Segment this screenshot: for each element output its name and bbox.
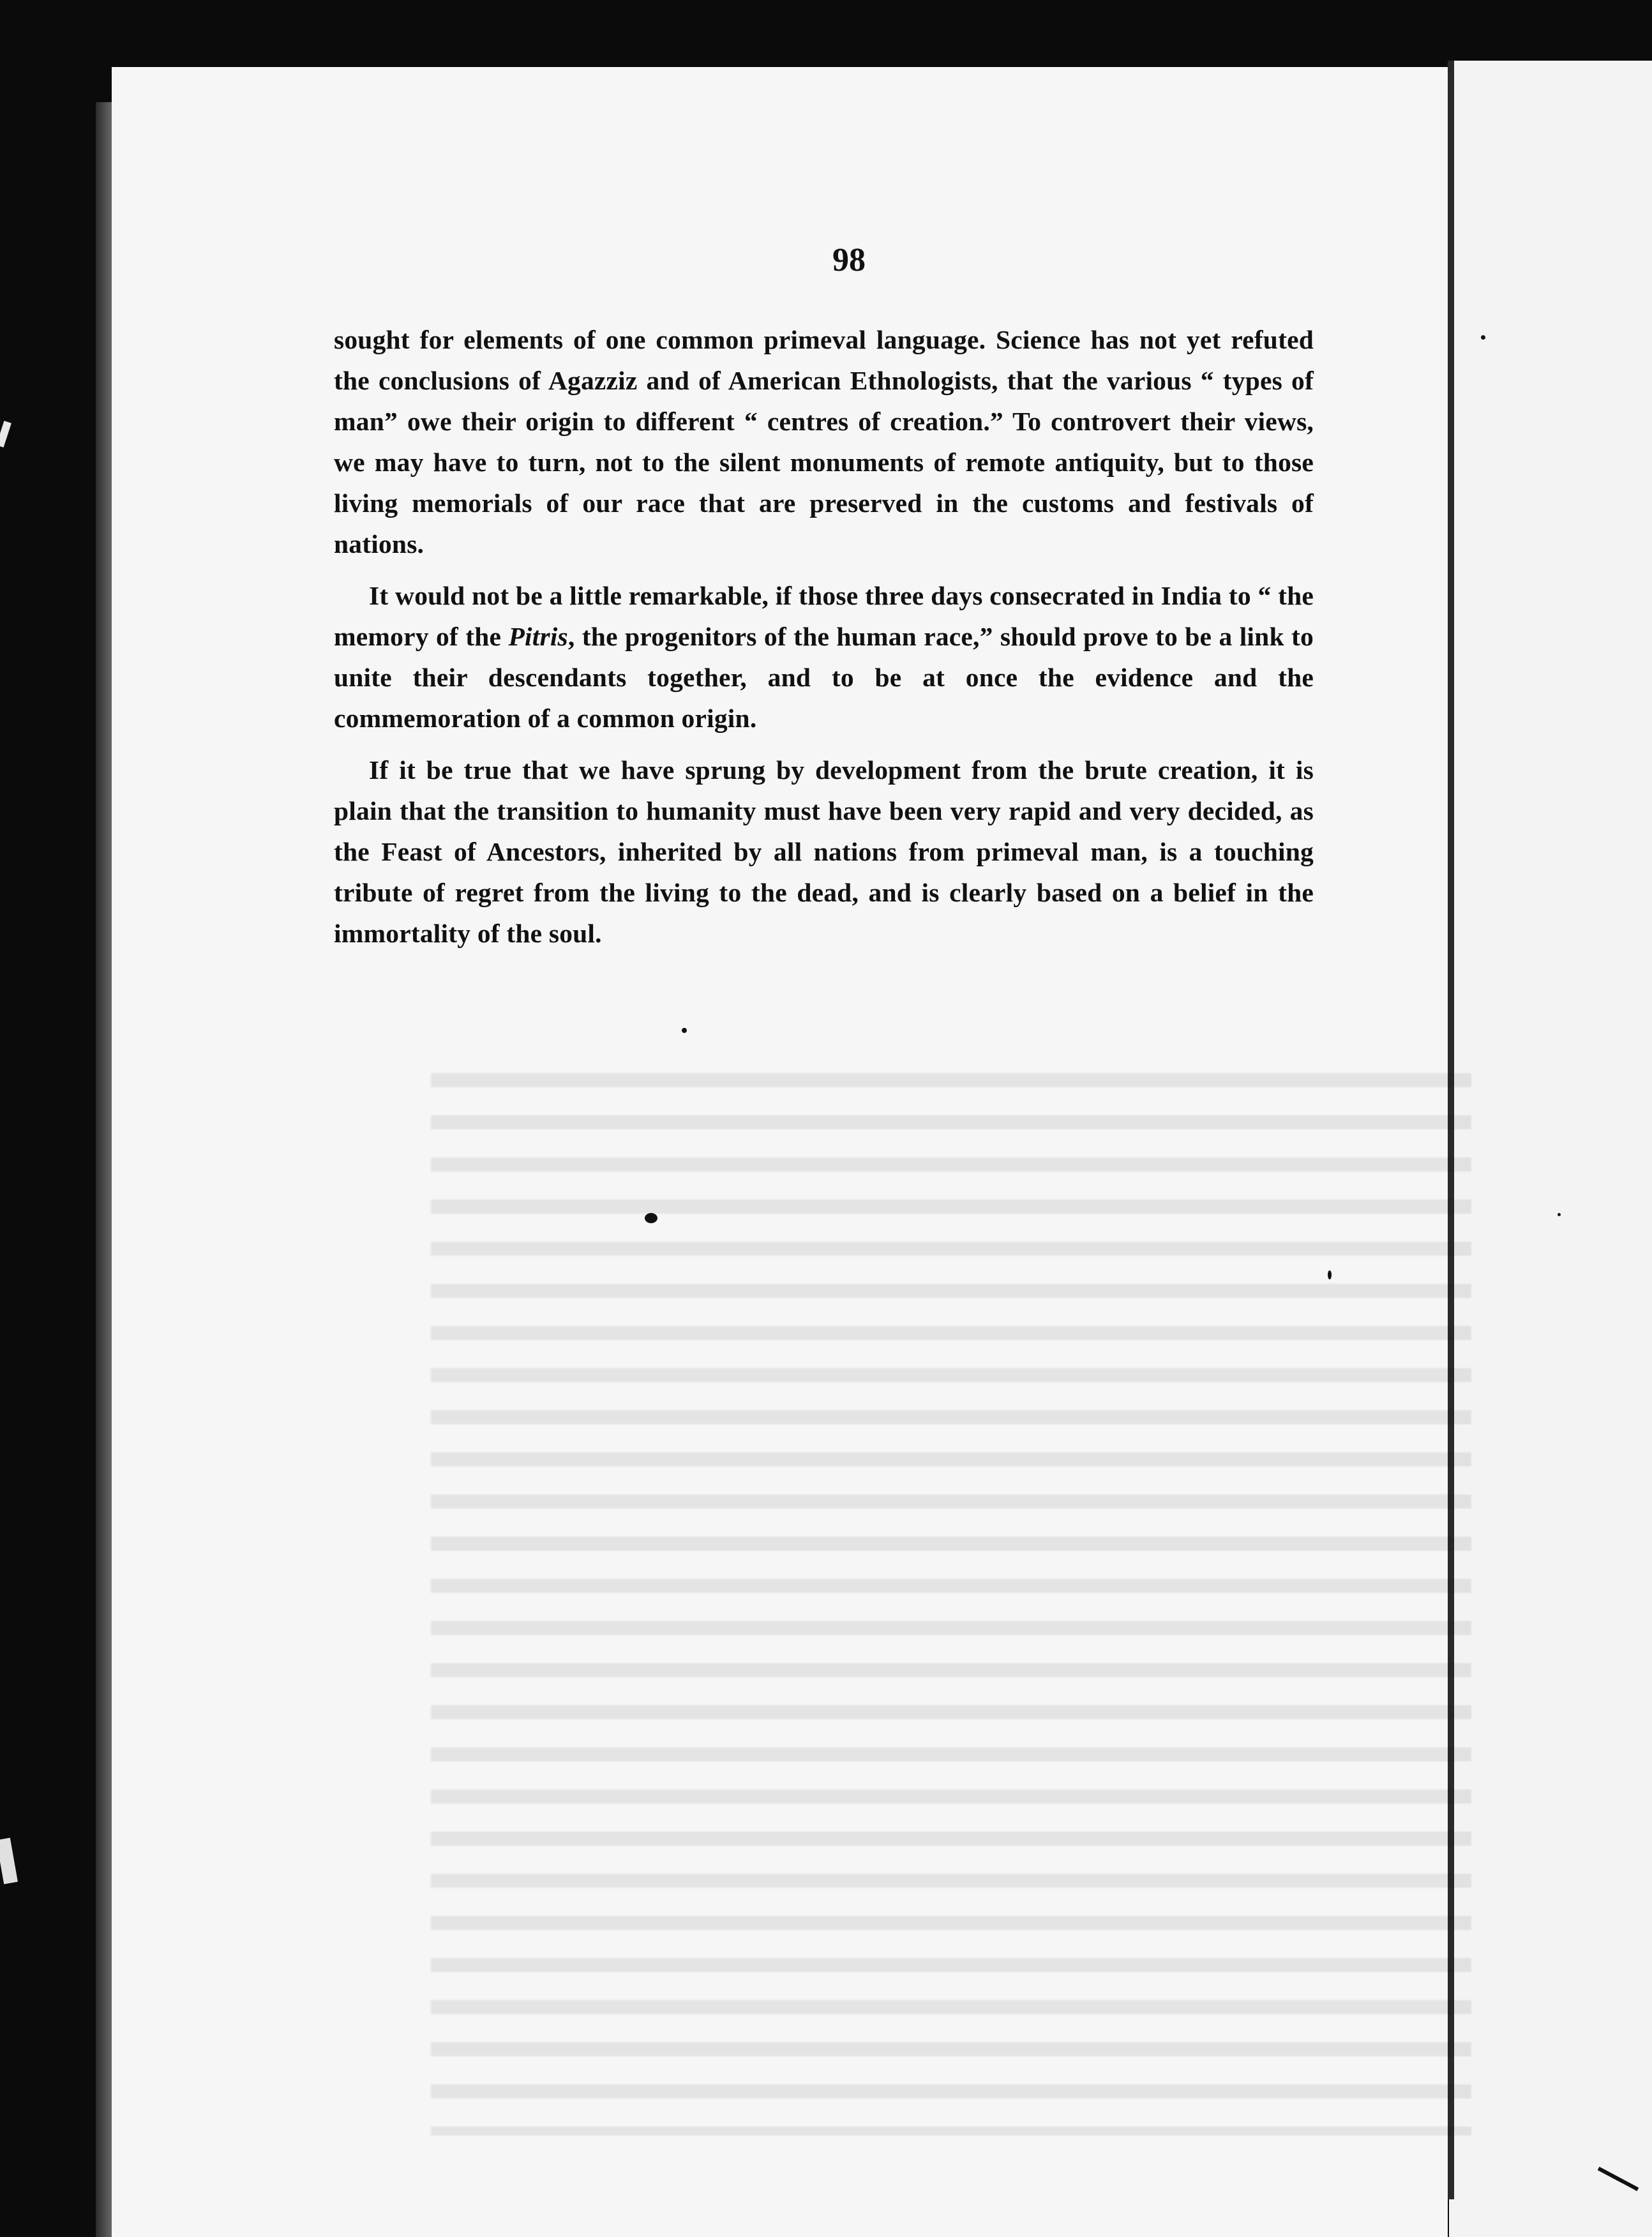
ink-speck <box>645 1213 657 1223</box>
ink-speck <box>1328 1270 1332 1279</box>
show-through-text <box>431 1050 1471 2135</box>
body-text <box>334 319 1314 965</box>
ink-speck <box>682 1028 687 1033</box>
ink-speck <box>1558 1213 1561 1216</box>
paragraph-1: sought for elements of one common primeval language. Science has not yet refuted the conclusions of Agazziz and of American Ethnologists, that the various “ types of man” owe their origin to different “ centres of creation.” To controvert their views, we may have to turn, not to the silent monuments of remote antiquity, but to those living memorials of our race that are preserved in the customs and festivals of nations. <box>334 325 1314 559</box>
paragraph-3: If it be true that we have sprung by development from the brute creation, it is plain that the transition to humanity must have been very rapid and very decided, as the Feast of Ancestors, inherited by all nations from primeval man, is a touching tribute of regret from the living to the dead, and is clearly based on a belief in the immortality of the soul. <box>334 755 1314 948</box>
paragraph-2-text-after: , the progenitors of the human race,” should prove to be a link to unite their descendants together, and to be at once the evidence and the commemoration of a common origin. <box>334 622 1314 733</box>
paragraph-2 <box>334 575 1314 739</box>
paragraph-2-text-before: It would not be a little remarkable, if those three days consecrated in India to “ the memory of the <box>334 581 1314 651</box>
ink-speck <box>1481 335 1485 340</box>
page-number: 98 <box>832 242 866 278</box>
pitris-italic: Pitris <box>508 622 568 651</box>
facing-page-edge <box>1449 61 1652 2237</box>
